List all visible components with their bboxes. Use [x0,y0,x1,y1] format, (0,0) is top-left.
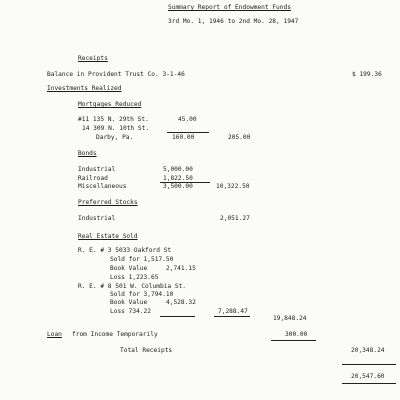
re3-sold: Sold for 1,517.50 [110,256,174,263]
bonds-heading: Bonds [78,150,97,157]
total-receipts-label: Total Receipts [120,347,173,354]
mortgage-line-3: Darby, Pa. [96,134,134,141]
preferred-heading: Preferred Stocks [78,199,138,206]
preferred-amount: 2,051.27 [220,215,250,222]
receipts-heading: Receipts [78,55,108,62]
real-estate-rule [160,316,195,317]
loan-rule [271,340,316,341]
total-rule [342,364,396,365]
bonds-subtotal: 10,322.50 [216,183,250,190]
mortgage-rule [167,132,209,133]
re3-book-amount: 2,741.15 [166,265,196,272]
bonds-railroad-label: Railroad [78,175,108,182]
loan-description: from Income Temporarily [72,331,158,338]
loan-amount: 300.00 [285,331,308,338]
mortgage-line-2: 14 309 N. 10th St. [82,125,150,132]
mortgages-heading: Mortgages Reduced [78,101,142,108]
re8-sold: Sold for 3,794.10 [110,291,174,298]
balance-amount: $ 199.36 [352,71,382,78]
mortgage-line-3-amount: 160.00 [172,134,195,141]
re8-book-label: Book Value [110,299,148,306]
re3-line: R. E. # 3 5033 Oakford St [78,247,172,254]
investments-rule [214,316,250,317]
bonds-industrial-label: Industrial [78,166,116,173]
loan-label: Loan [47,331,62,338]
real-estate-heading: Real Estate Sold [78,233,138,240]
real-estate-subtotal: 7,288.47 [218,308,248,315]
mortgage-line-1-amount: 45.00 [178,116,197,123]
bonds-railroad-amount: 1,822.50 [163,175,193,182]
bonds-rule [160,182,210,183]
re3-loss: Loss 1,223.65 [110,274,159,281]
balance-label: Balance in Provident Trust Co. 3-1-46 [47,71,185,78]
investments-heading: Investments Realized [47,85,122,92]
mortgage-line-1: #11 135 N. 29th St. [78,116,149,123]
re3-book-label: Book Value [110,265,148,272]
investments-total: 19,848.24 [273,315,307,322]
report-title: Summary Report of Endowment Funds [168,4,291,11]
grand-total: 20,547.60 [351,373,385,380]
mortgages-subtotal: 205.00 [228,134,251,141]
total-receipts-amount: 20,348.24 [351,347,385,354]
re8-book-amount: 4,528.32 [166,299,196,306]
re8-loss: Loss 734.22 [110,308,151,315]
report-period: 3rd Mo. 1, 1946 to 2nd Mo. 28, 1947 [168,18,299,25]
grand-total-rule [342,383,396,384]
bonds-misc-amount: 3,500.00 [163,183,193,190]
preferred-industrial-label: Industrial [78,215,116,222]
re8-line: R. E. # 8 501 W. Columbia St. [78,283,187,290]
bonds-misc-label: Miscellaneous [78,183,127,190]
bonds-industrial-amount: 5,000.00 [163,166,193,173]
